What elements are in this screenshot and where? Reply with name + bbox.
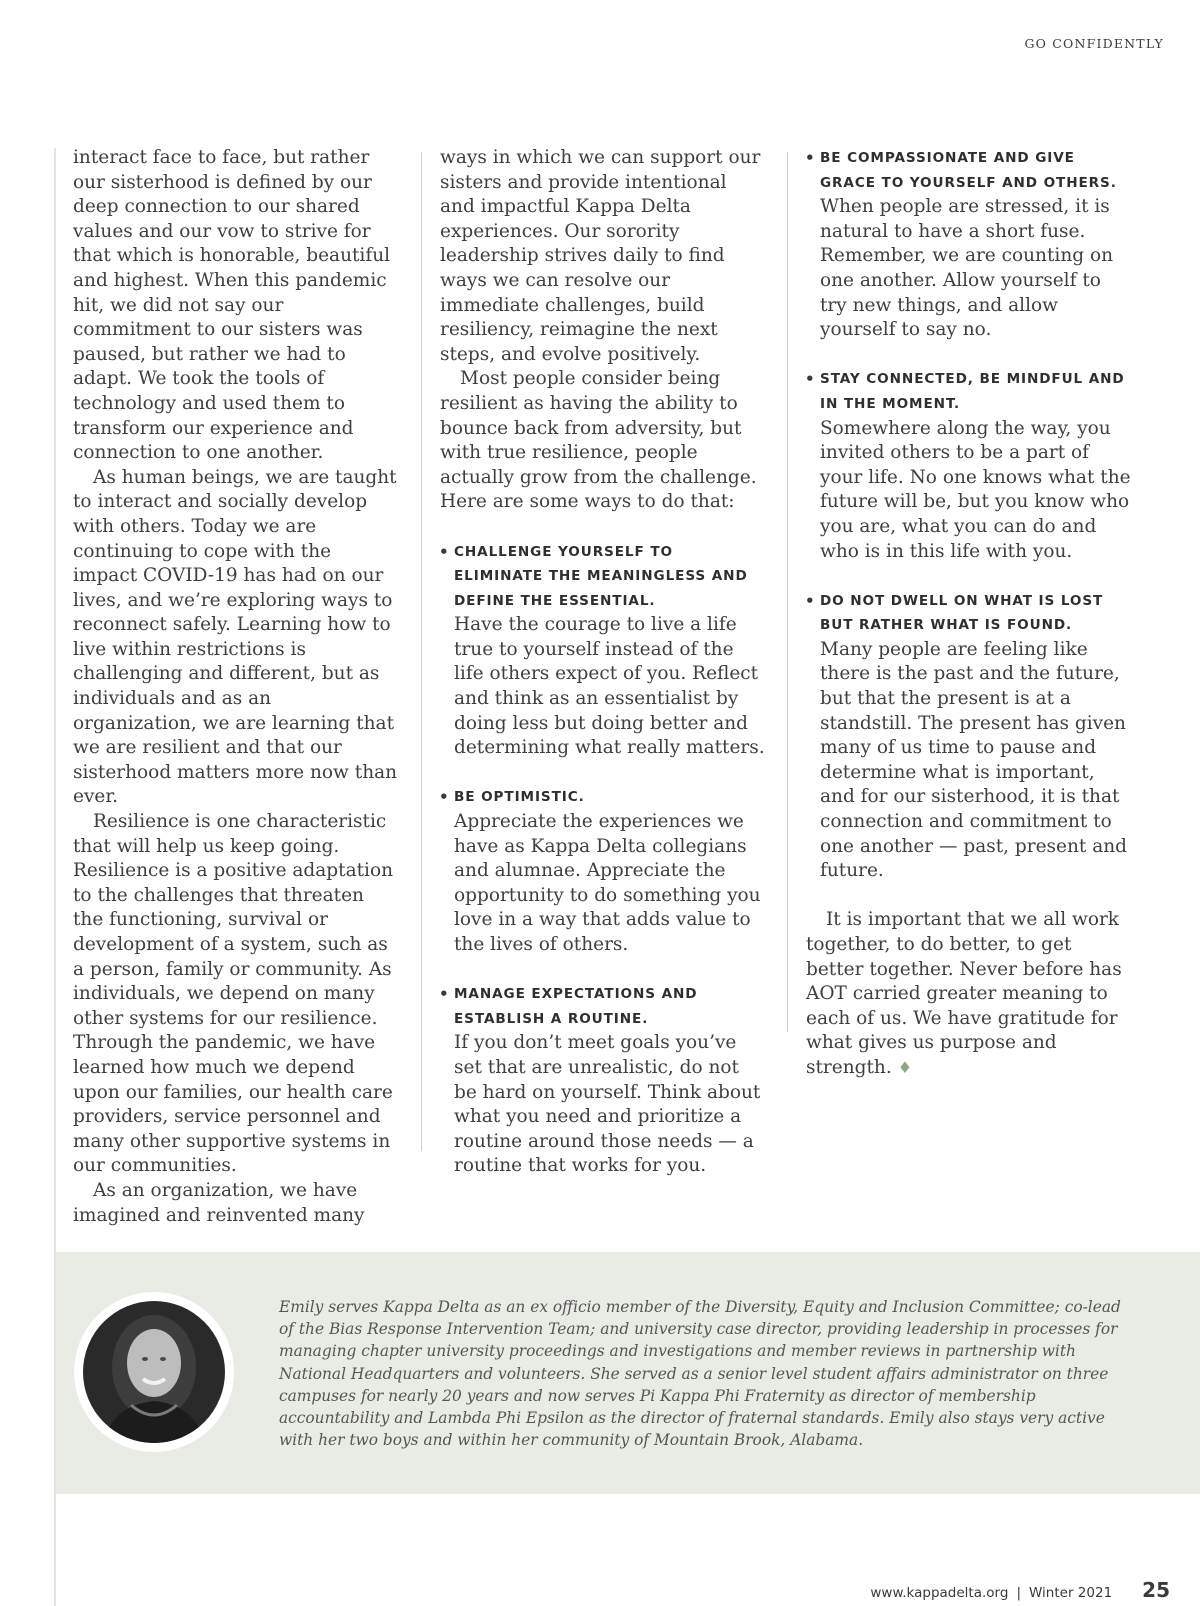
website-link[interactable]: www.kappadelta.org: [870, 1585, 1009, 1601]
tip-body: If you don’t meet goals you’ve set that are unrealistic, do not be hard on yourself. Think about what you need and prioritize a routine around those needs — a routine that works for you.: [454, 1032, 761, 1177]
page-footer: [870, 1578, 1170, 1602]
tip-item: [440, 982, 765, 1179]
bullet-icon: •: [439, 788, 449, 807]
issue-label: Winter 2021: [1029, 1585, 1113, 1601]
section-header: GO CONFIDENTLY: [1024, 36, 1164, 51]
author-portrait-icon: [83, 1301, 225, 1443]
tip-heading: BE COMPASSIONATE AND GIVE GRACE TO YOURSELF AND OTHERS.: [820, 150, 1117, 191]
article-paragraph: ways in which we can support our sisters and provide intentional and impactful Kappa Delta experiences. Our sorority leadership strives daily to find ways we can resolve our immediate challenges, build resiliency, reimagine the next steps, and evolve positively.: [440, 147, 761, 365]
author-photo: [74, 1292, 234, 1452]
article-column-3: [806, 146, 1131, 1081]
article-paragraph: interact face to face, but rather our sisterhood is defined by our deep connection to our shared values and our vow to strive for that which is honorable, beautiful and highest. When this pandemic hit, we did not say our commitment to our sisters was paused, but rather we had to adapt. We took the tools of technology and used them to transform our experience and connection to one another.: [73, 147, 391, 464]
page-number: 25: [1142, 1578, 1170, 1602]
article-column-2: [440, 146, 765, 1204]
article-paragraph: Most people consider being resilient as having the ability to bounce back from adversity, but with true resilience, people actually grow from the challenge. Here are some ways to do that:: [440, 368, 757, 513]
article-column-1: [73, 146, 398, 1228]
tip-heading: CHALLENGE YOURSELF TO ELIMINATE THE MEANINGLESS AND DEFINE THE ESSENTIAL.: [454, 543, 748, 609]
tip-body: Many people are feeling like there is the past and the future, but that the present is at a standstill. The present has given many of us time to pause and determine what is important, and for our sisterhood, it is that connection and commitment to one another — past, present and future.: [820, 638, 1128, 882]
tip-item: [440, 785, 765, 957]
column-divider: [421, 152, 422, 1151]
article-paragraph: Resilience is one characteristic that will help us keep going. Resilience is a positive adaptation to the challenges that threaten the functioning, survival or development of a system, such as a person, family or community. As individuals, we depend on many other systems for our resilience. Through the pandemic, we have learned how much we depend upon our families, our health care providers, service personnel and many other supportive systems in our communities.: [73, 811, 394, 1177]
tip-heading: BE OPTIMISTIC.: [454, 789, 585, 806]
end-diamond-icon: ♦: [897, 1057, 913, 1077]
tip-body: Appreciate the experiences we have as Kappa Delta collegians and alumnae. Appreciate the opportunity to do something you love in a way that adds value to the lives of others.: [454, 811, 761, 955]
tip-heading: MANAGE EXPECTATIONS AND ESTABLISH A ROUTINE.: [454, 986, 698, 1027]
tip-body: Somewhere along the way, you invited others to be a part of your life. No one knows what the future will be, but you know who you are, what you can do and who is in this life with you.: [820, 417, 1131, 562]
tip-item: [806, 589, 1131, 884]
tip-item: [806, 146, 1131, 343]
closing-text: It is important that we all work together, to do better, to get better together. Never before has AOT carried greater meaning to each of us. We have gratitude for what gives us purpose and strength.: [806, 909, 1122, 1078]
article-paragraph: As an organization, we have imagined and reinvented many: [73, 1179, 365, 1226]
column-divider: [787, 152, 788, 1032]
tip-heading: DO NOT DWELL ON WHAT IS LOST BUT RATHER WHAT IS FOUND.: [820, 592, 1104, 634]
bullet-icon: •: [805, 591, 815, 610]
tip-body: When people are stressed, it is natural to have a short fuse. Remember, we are counting on one another. Allow yourself to try new things, and allow yourself to say no.: [820, 196, 1114, 341]
tip-heading: STAY CONNECTED, BE MINDFUL AND IN THE MOMENT.: [820, 371, 1125, 412]
author-bio-text: Emily serves Kappa Delta as an ex officio member of the Diversity, Equity and Inclusion Committee; co-lead of the Bias Response Intervention Team; and university case director, providing leadership in processes for managing chapter university proceedings and investigations and member reviews in partnership with National Headquarters and volunteers. She served as a senior level student affairs administrator on three campuses for nearly 20 years and now serves Pi Kappa Phi Fraternity as director of membership accountability and Lambda Phi Epsilon as the director of fraternal standards. Emily also stays very active with her two boys and within her community of Mountain Brook, Alabama.: [279, 1298, 1121, 1450]
closing-paragraph: [806, 908, 1131, 1080]
bullet-icon: •: [439, 542, 449, 561]
tip-item: [440, 540, 765, 761]
article-paragraph: As human beings, we are taught to interact and socially develop with others. Today we are continuing to cope with the impact COVID-19 has had on our lives, and we’re exploring ways to reconnect safely. Learning how to live within restrictions is challenging and different, but as individuals and as an organization, we are learning that we are resilient and that our sisterhood matters more now than ever.: [73, 466, 398, 808]
tip-item: [806, 367, 1131, 564]
bullet-icon: •: [805, 149, 815, 167]
bullet-icon: •: [439, 985, 449, 1004]
tip-body: Have the courage to live a life true to yourself instead of the life others expect of you. Reflect and think as an essentialist by doing less but doing better and determining what really matters.: [454, 614, 765, 759]
bullet-icon: •: [805, 370, 815, 389]
footer-separator: |: [1016, 1585, 1021, 1601]
